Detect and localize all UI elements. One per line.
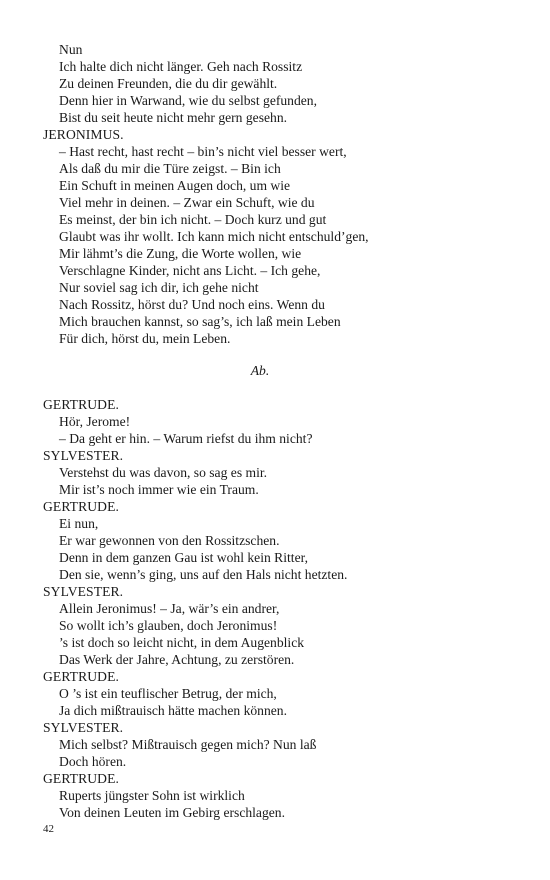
speaker-name: SYLVESTER. xyxy=(43,584,124,599)
verse-line: Ein Schuft in meinen Augen doch, um wie xyxy=(59,178,291,193)
verse-line: – Hast recht, hast recht – bin’s nicht viel besser wert, xyxy=(59,144,347,159)
verse-line: Denn in dem ganzen Gau ist wohl kein Ritter, xyxy=(59,550,308,565)
verse-line: Bist du seit heute nicht mehr gern gesehn. xyxy=(59,110,288,125)
verse-line: Zu deinen Freunden, die du dir gewählt. xyxy=(59,76,278,91)
verse-line: – Da geht er hin. – Warum riefst du ihm nicht? xyxy=(59,431,313,446)
verse-line: Von deinen Leuten im Gebirg erschlagen. xyxy=(59,805,285,820)
verse-line: O ’s ist ein teuflischer Betrug, der mich, xyxy=(59,686,277,701)
verse-line: Nur soviel sag ich dir, ich gehe nicht xyxy=(59,280,259,295)
verse-line: Verstehst du was davon, so sag es mir. xyxy=(59,465,268,480)
verse-line: Verschlagne Kinder, nicht ans Licht. – Ich gehe, xyxy=(59,263,321,278)
verse-line: Ruperts jüngster Sohn ist wirklich xyxy=(59,788,245,803)
verse-line: Viel mehr in deinen. – Zwar ein Schuft, wie du xyxy=(59,195,315,210)
verse-line: Für dich, hörst du, mein Leben. xyxy=(59,331,231,346)
verse-line: Mir lähmt’s die Zung, die Worte wollen, wie xyxy=(59,246,302,261)
verse-line: Ja dich mißtrauisch hätte machen können. xyxy=(59,703,288,718)
page-number: 42 xyxy=(43,823,54,835)
verse-line: Das Werk der Jahre, Achtung, zu zerstören. xyxy=(59,652,295,667)
speaker-name: SYLVESTER. xyxy=(43,448,124,463)
verse-line: Mich selbst? Mißtrauisch gegen mich? Nun laß xyxy=(59,737,317,752)
verse-line: Doch hören. xyxy=(59,754,127,769)
speaker-name: JERONIMUS. xyxy=(43,127,124,142)
verse-line: Als daß du mir die Türe zeigst. – Bin ich xyxy=(59,161,281,176)
speaker-name: GERTRUDE. xyxy=(43,771,119,786)
speaker-name: GERTRUDE. xyxy=(43,499,119,514)
speaker-name: GERTRUDE. xyxy=(43,397,119,412)
verse-line: ’s ist doch so leicht nicht, in dem Augenblick xyxy=(59,635,305,650)
stage-direction: Ab. xyxy=(250,363,270,378)
verse-line: Hör, Jerome! xyxy=(59,414,131,429)
verse-line: Denn hier in Warwand, wie du selbst gefunden, xyxy=(59,93,318,108)
verse-line: Ei nun, xyxy=(59,516,99,531)
verse-line: Nun xyxy=(59,42,83,57)
verse-line: So wollt ich’s glauben, doch Jeronimus! xyxy=(59,618,278,633)
verse-line: Nach Rossitz, hörst du? Und noch eins. Wenn du xyxy=(59,297,325,312)
verse-line: Glaubt was ihr wollt. Ich kann mich nicht entschuld’gen, xyxy=(59,229,369,244)
verse-line: Allein Jeronimus! – Ja, wär’s ein andrer, xyxy=(59,601,280,616)
speaker-name: SYLVESTER. xyxy=(43,720,124,735)
verse-line: Es meinst, der bin ich nicht. – Doch kurz und gut xyxy=(59,212,327,227)
verse-line: Er war gewonnen von den Rossitzschen. xyxy=(59,533,280,548)
verse-line: Mich brauchen kannst, so sag’s, ich laß mein Leben xyxy=(59,314,341,329)
verse-line: Den sie, wenn’s ging, uns auf den Hals nicht hetzten. xyxy=(59,567,348,582)
verse-line: Mir ist’s noch immer wie ein Traum. xyxy=(59,482,259,497)
speaker-name: GERTRUDE. xyxy=(43,669,119,684)
verse-line: Ich halte dich nicht länger. Geh nach Rossitz xyxy=(59,59,303,74)
